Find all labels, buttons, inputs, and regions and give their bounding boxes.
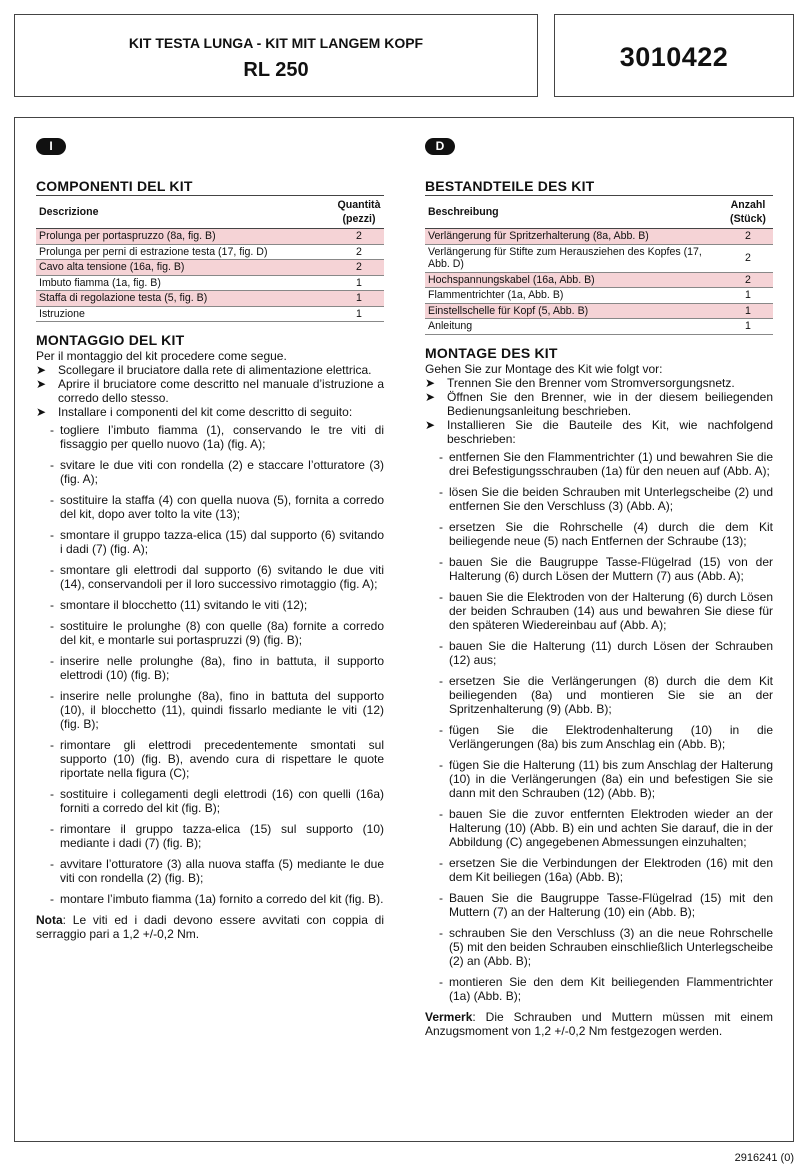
instruction-bullet: [36, 363, 384, 377]
table-header-description: Beschreibung: [425, 196, 723, 229]
content-frame: [14, 117, 794, 1142]
assembly-step: [425, 891, 773, 919]
step-text: sostituire i collegamenti degli elettrodi (16) con quelli (16a) forniti a corredo del kit (fig. B);: [60, 787, 384, 815]
step-text: rimontare gli elettrodi precedentemente smontati sul supporto (10) (fig. B), avendo cura di rispettare le quote riportate nella figura (C);: [60, 738, 384, 780]
step-text: schrauben Sie den Verschluss (3) an die neue Rohrschelle (5) mit den beiden Schrauben einschließlich Unterlegscheibe (2) an (Abb. B);: [449, 926, 773, 968]
assembly-step: [425, 856, 773, 884]
product-code: 3010422: [619, 42, 729, 72]
note-text: : Le viti ed i dadi devono essere avvitati con coppia di serraggio pari a 1,2 +/-0,2 Nm.: [36, 913, 384, 941]
step-text: ersetzen Sie die Verbindungen der Elektroden (16) mit den dem Kit beiliegen (16a) (Abb. B);: [449, 856, 773, 884]
assembly-step: [36, 528, 384, 556]
component-description: Istruzione: [36, 306, 334, 322]
assembly-intro-italian: Per il montaggio del kit procedere come segue.: [36, 349, 287, 363]
component-quantity: 1: [334, 306, 384, 322]
component-description: Verlängerung für Spritzerhalterung (8a, Abb. B): [425, 229, 723, 245]
dash-marker: -: [439, 891, 443, 905]
document-title: KIT TESTA LUNGA - KIT MIT LANGEM KOPF: [128, 35, 424, 51]
assembly-step: [425, 807, 773, 849]
arrow-bullet-icon: ➤: [425, 390, 436, 404]
component-description: Imbuto fiamma (1a, fig. B): [36, 275, 334, 291]
table-row: [425, 303, 773, 319]
step-text: bauen Sie die zuvor entfernten Elektroden wieder an der Halterung (10) (Abb. B) ein und achten Sie darauf, die in der Abbildung (C) angegebenen Abmessungen einzuhalten;: [449, 807, 773, 849]
assembly-step: [425, 926, 773, 968]
assembly-step: [425, 450, 773, 478]
assembly-step: [36, 787, 384, 815]
component-quantity: 1: [334, 291, 384, 307]
step-text: bauen Sie die Baugruppe Tasse-Flügelrad (15) von der Halterung (6) durch Lösen der Muttern (7) aus (Abb. A);: [449, 555, 773, 583]
table-row: [36, 260, 384, 276]
dash-marker: -: [439, 758, 443, 772]
table-row: [36, 244, 384, 260]
step-text: sostituire le prolunghe (8) con quelle (8a) fornite a corredo del kit, e montarle sui portaspruzzi (9) (fig. B);: [60, 619, 384, 647]
component-description: Verlängerung für Stifte zum Herausziehen des Kopfes (17, Abb. D): [425, 244, 723, 272]
dash-marker: -: [50, 493, 54, 507]
table-row: [425, 229, 773, 245]
dash-marker: -: [439, 520, 443, 534]
component-quantity: 1: [334, 275, 384, 291]
assembly-section-italian: [36, 333, 384, 941]
component-description: Cavo alta tensione (16a, fig. B): [36, 260, 334, 276]
step-text: bauen Sie die Elektroden von der Halterung (6) durch Lösen der beiden Schrauben (14) aus und bewahren Sie diese für den späteren Wiedereinbau auf (Abb. A);: [449, 590, 773, 632]
component-description: Hochspannungskabel (16a, Abb. B): [425, 272, 723, 288]
dash-marker: -: [439, 590, 443, 604]
step-text: rimontare il gruppo tazza-elica (15) sul supporto (10) mediante i dadi (7) (fig. B);: [60, 822, 384, 850]
table-row: [425, 319, 773, 335]
dash-marker: -: [50, 619, 54, 633]
dash-marker: -: [50, 787, 54, 801]
assembly-intro-german: Gehen Sie zur Montage des Kit wie folgt vor:: [425, 362, 663, 376]
dash-marker: -: [50, 689, 54, 703]
table-row: [425, 288, 773, 304]
component-description: Einstellschelle für Kopf (5, Abb. B): [425, 303, 723, 319]
assembly-step: [36, 689, 384, 731]
dash-marker: -: [439, 674, 443, 688]
dash-marker: -: [50, 563, 54, 577]
step-text: bauen Sie die Halterung (11) durch Lösen der Schrauben (12) aus;: [449, 639, 773, 667]
assembly-step: [36, 892, 384, 906]
component-quantity: 1: [723, 303, 773, 319]
step-text: montieren Sie den dem Kit beiliegenden Flammentrichter (1a) (Abb. B);: [449, 975, 773, 1003]
step-text: smontare gli elettrodi dal supporto (6) svitando le due viti (14), conservandoli per il loro successivo rimotaggio (fig. A);: [60, 563, 384, 591]
table-row: [425, 272, 773, 288]
component-description: Flammentrichter (1a, Abb. B): [425, 288, 723, 304]
table-row: [36, 275, 384, 291]
note-label: Nota: [36, 913, 63, 927]
dash-marker: -: [439, 485, 443, 499]
dash-marker: -: [50, 654, 54, 668]
assembly-step: [425, 485, 773, 513]
step-text: svitare le due viti con rondella (2) e staccare l’otturatore (3) (fig. A);: [60, 458, 384, 486]
arrow-bullet-icon: ➤: [36, 405, 47, 419]
instruction-bullet: [425, 418, 773, 446]
table-header-quantity: Anzahl (Stück): [723, 196, 773, 229]
assembly-title-german: MONTAGE DES KIT: [425, 345, 558, 361]
dash-marker: -: [50, 822, 54, 836]
bullet-text: Installieren Sie die Bauteile des Kit, wie nachfolgend beschrieben:: [447, 418, 773, 446]
step-text: ersetzen Sie die Verlängerungen (8) durch die dem Kit beiliegenden (8a) und montieren Sie sie an der Spritzenhalterung (9) (Abb. B);: [449, 674, 773, 716]
assembly-step: [36, 423, 384, 451]
dash-marker: -: [439, 975, 443, 989]
step-text: fügen Sie die Elektrodenhalterung (10) in die Verlängerungen (8a) bis zum Anschlag ein (Abb. B);: [449, 723, 773, 751]
bullet-text: Scollegare il bruciatore dalla rete di alimentazione elettrica.: [58, 363, 372, 377]
step-text: montare l’imbuto fiamma (1a) fornito a corredo del kit (fig. B).: [60, 892, 384, 906]
component-quantity: 1: [723, 319, 773, 335]
component-quantity: 2: [723, 272, 773, 288]
assembly-step: [36, 598, 384, 612]
arrow-bullet-icon: ➤: [425, 376, 436, 390]
model-name: RL 250: [243, 59, 309, 81]
dash-marker: -: [439, 856, 443, 870]
assembly-step: [425, 520, 773, 548]
component-description: Staffa di regolazione testa (5, fig. B): [36, 291, 334, 307]
step-text: inserire nelle prolunghe (8a), fino in battuta del supporto (10), il blocchetto (11), quindi fissarlo mediante le viti (12) (fig. B);: [60, 689, 384, 731]
dash-marker: -: [50, 458, 54, 472]
dash-marker: -: [439, 450, 443, 464]
assembly-step: [425, 723, 773, 751]
assembly-step: [425, 555, 773, 583]
assembly-step: [36, 857, 384, 885]
step-text: lösen Sie die beiden Schrauben mit Unterlegscheibe (2) und entfernen Sie den Verschluss (3) (Abb. A);: [449, 485, 773, 513]
dash-marker: -: [50, 892, 54, 906]
assembly-step: [36, 458, 384, 486]
step-text: ersetzen Sie die Rohrschelle (4) durch die dem Kit beiliegende neue (5) nach Entfernen der Schraube (13);: [449, 520, 773, 548]
bullet-text: Öffnen Sie den Brenner, wie in der diesem beiliegenden Bedienungsanleitung beschrieben.: [447, 390, 773, 418]
components-table-german: [425, 195, 773, 335]
assembly-step: [36, 493, 384, 521]
step-text: fügen Sie die Halterung (11) bis zum Anschlag der Halterung (10) in die Verlängerungen (8a) ein und befestigen Sie sie dann mit den Schrauben (12) (Abb. B);: [449, 758, 773, 800]
assembly-step: [425, 639, 773, 667]
assembly-step: [425, 975, 773, 1003]
header-title-box: [14, 14, 538, 97]
instruction-bullet: [425, 376, 773, 390]
assembly-step: [36, 563, 384, 591]
bullet-text: Trennen Sie den Brenner vom Stromversorgungsnetz.: [447, 376, 735, 390]
dash-marker: -: [50, 857, 54, 871]
component-quantity: 2: [334, 244, 384, 260]
assembly-section-german: [425, 346, 773, 1038]
component-description: Anleitung: [425, 319, 723, 335]
components-title-italian: COMPONENTI DEL KIT: [36, 178, 193, 194]
assembly-step: [425, 674, 773, 716]
note-label: Vermerk: [425, 1010, 473, 1024]
assembly-step: [425, 758, 773, 800]
table-row: [36, 229, 384, 245]
header-code-box: [554, 14, 794, 97]
components-table-italian: [36, 195, 384, 322]
component-quantity: 2: [334, 229, 384, 245]
language-badge-italian: I: [36, 138, 66, 155]
note-italian: [36, 913, 384, 941]
note-german: [425, 1010, 773, 1038]
table-header-quantity: Quantità (pezzi): [334, 196, 384, 229]
assembly-title-italian: MONTAGGIO DEL KIT: [36, 332, 185, 348]
dash-marker: -: [50, 598, 54, 612]
assembly-step: [36, 654, 384, 682]
step-text: inserire nelle prolunghe (8a), fino in battuta, il supporto elettrodi (10) (fig. B);: [60, 654, 384, 682]
step-text: sostituire la staffa (4) con quella nuova (5), fornita a corredo del kit, dopo aver tolto la vite (13);: [60, 493, 384, 521]
step-text: Bauen Sie die Baugruppe Tasse-Flügelrad (15) mit den Muttern (7) an der Halterung (10) ein (Abb. B);: [449, 891, 773, 919]
language-badge-german: D: [425, 138, 455, 155]
arrow-bullet-icon: ➤: [425, 418, 436, 432]
assembly-step: [36, 619, 384, 647]
component-quantity: 1: [723, 288, 773, 304]
dash-marker: -: [50, 423, 54, 437]
component-description: Prolunga per portaspruzzo (8a, fig. B): [36, 229, 334, 245]
step-text: avvitare l’otturatore (3) alla nuova staffa (5) mediante le due viti con rondella (2) (fig. B);: [60, 857, 384, 885]
table-row: [36, 291, 384, 307]
note-text: : Die Schrauben und Muttern müssen mit einem Anzugsmoment von 1,2 +/-0,2 Nm festgezogen werden.: [425, 1010, 773, 1038]
instruction-bullet: [36, 405, 384, 419]
step-text: smontare il blocchetto (11) svitando le viti (12);: [60, 598, 308, 612]
step-text: togliere l’imbuto fiamma (1), conservando le tre viti di fissaggio per quello nuovo (1a) (fig. A);: [60, 423, 384, 451]
dash-marker: -: [439, 639, 443, 653]
assembly-step: [36, 822, 384, 850]
table-row: [425, 244, 773, 272]
component-quantity: 2: [723, 229, 773, 245]
instruction-bullet: [425, 390, 773, 418]
arrow-bullet-icon: ➤: [36, 377, 47, 391]
component-quantity: 2: [723, 244, 773, 272]
dash-marker: -: [439, 555, 443, 569]
bullet-text: Aprire il bruciatore come descritto nel manuale d’istruzione a corredo dello stesso.: [58, 377, 384, 405]
assembly-step: [425, 590, 773, 632]
table-header-description: Descrizione: [36, 196, 334, 229]
arrow-bullet-icon: ➤: [36, 363, 47, 377]
dash-marker: -: [50, 738, 54, 752]
assembly-step: [36, 738, 384, 780]
step-text: smontare il gruppo tazza-elica (15) dal supporto (6) svitando i dadi (7) (fig. A);: [60, 528, 384, 556]
instruction-bullet: [36, 377, 384, 405]
components-title-german: BESTANDTEILE DES KIT: [425, 178, 595, 194]
dash-marker: -: [439, 807, 443, 821]
component-quantity: 2: [334, 260, 384, 276]
dash-marker: -: [439, 723, 443, 737]
dash-marker: -: [50, 528, 54, 542]
component-description: Prolunga per perni di estrazione testa (17, fig. D): [36, 244, 334, 260]
bullet-text: Installare i componenti del kit come descritto di seguito:: [58, 405, 353, 419]
table-row: [36, 306, 384, 322]
dash-marker: -: [439, 926, 443, 940]
step-text: entfernen Sie den Flammentrichter (1) und bewahren Sie die drei Befestigungsschrauben (1a) für den neuen auf (Abb. A);: [449, 450, 773, 478]
document-number: 2916241 (0): [734, 1152, 794, 1164]
